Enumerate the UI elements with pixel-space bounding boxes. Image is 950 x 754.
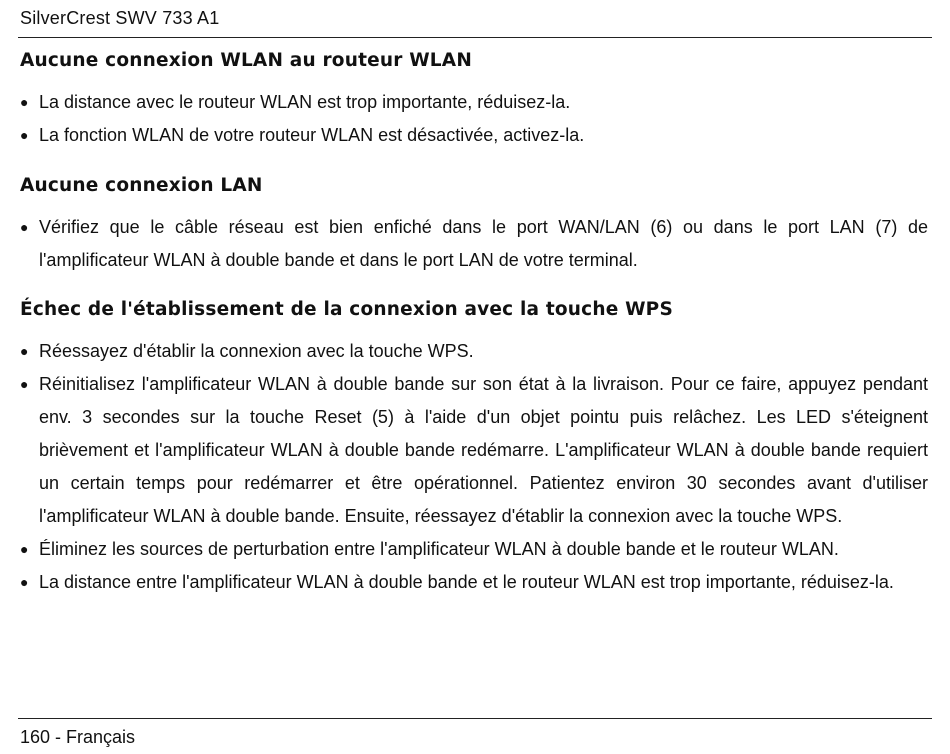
list-item: ● La fonction WLAN de votre routeur WLAN est désactivée, activez-la. (20, 119, 928, 152)
bullet-icon: ● (20, 574, 29, 590)
section-wps-failure (20, 295, 928, 599)
bullet-icon: ● (20, 343, 29, 359)
list-item: ● Éliminez les sources de perturbation entre l'amplificateur WLAN à double bande et le routeur WLAN. (20, 533, 928, 566)
bullet-icon: ● (20, 541, 29, 557)
section-no-lan-connection (20, 171, 928, 277)
section-no-wlan-connection (20, 46, 928, 152)
section-heading: Aucune connexion LAN (20, 175, 263, 196)
bullet-icon: ● (20, 219, 29, 235)
section-heading: Aucune connexion WLAN au routeur WLAN (20, 50, 472, 71)
bullet-icon: ● (20, 376, 29, 392)
page-number: 160 - Français (20, 727, 136, 747)
list-item: ● Réinitialisez l'amplificateur WLAN à double bande sur son état à la livraison. Pour ce faire, appuyez pendant env. 3 secondes sur la touche Reset (5) à l'aide d'un objet pointu puis relâchez. Les LED s'éteignent brièvement et l'amplificateur WLAN à double bande redémarre. L'amplificateur WLAN à double bande requiert un certain temps pour redémarrer et être opérationnel. Patientez environ 30 secondes avant d'utiliser l'amplificateur WLAN à double bande. Ensuite, réessayez d'établir la connexion avec la touche WPS. (20, 368, 928, 533)
document-header: SilverCrest SWV 733 A1 (20, 8, 220, 28)
footer-divider (18, 718, 932, 719)
page-content (20, 44, 928, 599)
bullet-list (20, 335, 928, 599)
list-item: ● La distance entre l'amplificateur WLAN à double bande et le routeur WLAN est trop importante, réduisez-la. (20, 566, 928, 599)
bullet-list (20, 211, 928, 277)
list-item: ● Réessayez d'établir la connexion avec la touche WPS. (20, 335, 928, 368)
list-item: ● Vérifiez que le câble réseau est bien enfiché dans le port WAN/LAN (6) ou dans le port LAN (7) de l'amplificateur WLAN à double bande et dans le port LAN de votre terminal. (20, 211, 928, 277)
bullet-icon: ● (20, 94, 29, 110)
header-divider (18, 37, 932, 38)
section-heading: Échec de l'établissement de la connexion avec la touche WPS (20, 299, 673, 320)
list-item: ● La distance avec le routeur WLAN est trop importante, réduisez-la. (20, 86, 928, 119)
bullet-icon: ● (20, 127, 29, 143)
bullet-list (20, 86, 928, 152)
